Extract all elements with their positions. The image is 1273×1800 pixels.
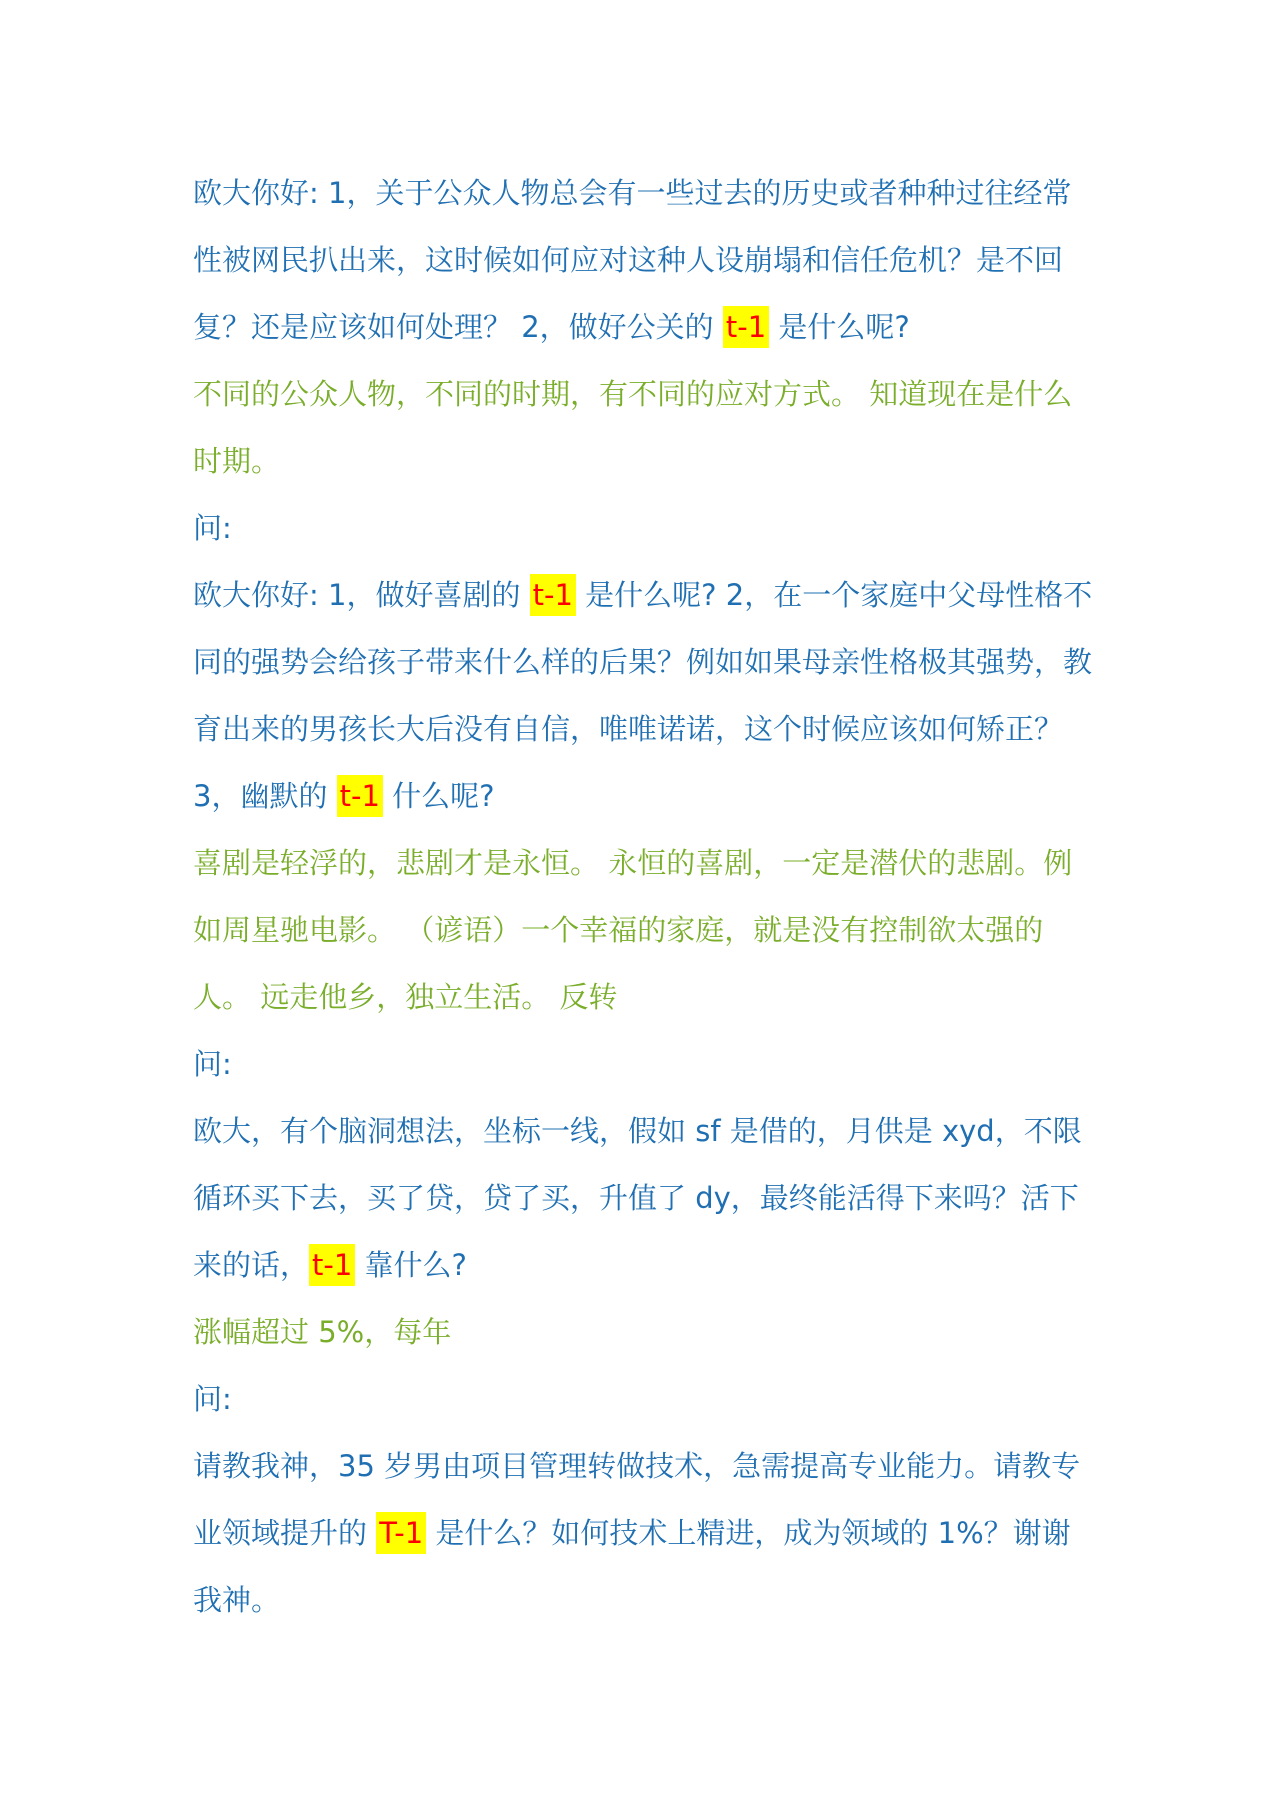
text-segment: 是什么？如何技术上精进，成为领域的 1%？谢谢我神。	[193, 1516, 1071, 1617]
answer-paragraph	[193, 1299, 1093, 1366]
text-segment: 问:	[193, 1047, 232, 1081]
text-segment: 欧大，有个脑洞想法，坐标一线，假如 sf 是借的，月供是 xyd，不限循环买下去，买了贷，贷了买，升值了 dy，最终能活得下来吗？活下来的话，	[193, 1114, 1082, 1282]
question-paragraph	[193, 1098, 1093, 1299]
text-segment: 是什么呢? 2，在一个家庭中父母性格不同的强势会给孩子带来什么样的后果？例如如果母亲性格极其强势，教育出来的男孩长大后没有自信，唯唯诺诺，这个时候应该如何矫正？ 3，幽默的	[193, 578, 1093, 813]
text-segment: 什么呢?	[382, 779, 495, 813]
question-paragraph	[193, 562, 1093, 830]
text-segment: 不同的公众人物，不同的时期，有不同的应对方式。 知道现在是什么时期。	[193, 377, 1073, 478]
highlighted-term: T-1	[376, 1512, 426, 1554]
question-paragraph	[193, 160, 1093, 361]
highlighted-term: t-1	[530, 574, 576, 616]
answer-paragraph	[193, 361, 1093, 495]
highlighted-term: t-1	[723, 306, 769, 348]
question-paragraph	[193, 1366, 1093, 1433]
highlighted-term: t-1	[309, 1244, 355, 1286]
text-segment: 涨幅超过 5%，每年	[193, 1315, 452, 1349]
text-segment: 问:	[193, 511, 232, 545]
highlighted-term: t-1	[337, 775, 383, 817]
question-paragraph	[193, 1031, 1093, 1098]
text-segment: 欧大你好: 1，做好喜剧的	[193, 578, 530, 612]
text-segment: 喜剧是轻浮的，悲剧才是永恒。 永恒的喜剧，一定是潜伏的悲剧。例如周星驰电影。 （谚语）一个幸福的家庭，就是没有控制欲太强的人。 远走他乡，独立生活。 反转	[193, 846, 1073, 1014]
text-segment: 是什么呢?	[769, 310, 910, 344]
text-segment: 欧大你好: 1，关于公众人物总会有一些过去的历史或者种种过往经常性被网民扒出来，这时候如何应对这种人设崩塌和信任危机？是不回复？还是应该如何处理？ 2，做好公关的	[193, 176, 1072, 344]
text-segment: 问:	[193, 1382, 232, 1416]
question-paragraph	[193, 495, 1093, 562]
text-segment: 请教我神，35 岁男由项目管理转做技术，急需提高专业能力。请教专业领域提升的	[193, 1449, 1081, 1550]
text-segment: 靠什么?	[355, 1248, 467, 1282]
question-paragraph	[193, 1433, 1093, 1634]
answer-paragraph	[193, 830, 1093, 1031]
document-body	[193, 160, 1093, 1634]
